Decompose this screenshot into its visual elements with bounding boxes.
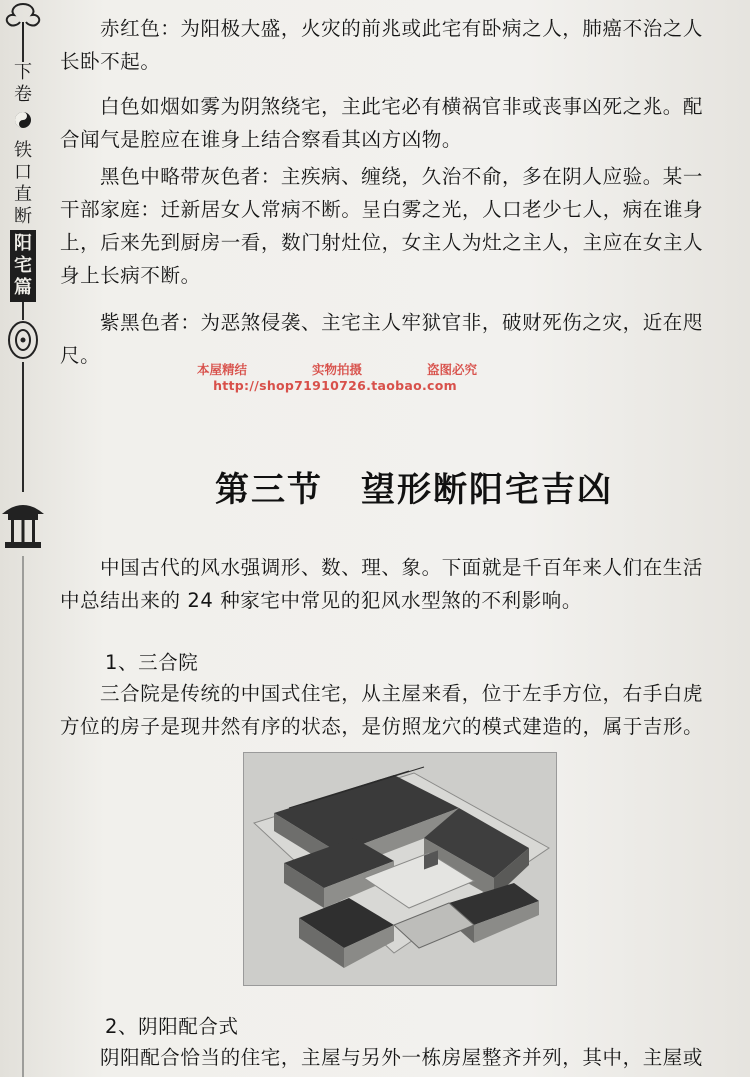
margin-chapter-box bbox=[10, 230, 36, 302]
paragraph-intro bbox=[60, 551, 750, 617]
margin-chapter-char-3: 篇 bbox=[14, 277, 32, 298]
section-heading: 望形断阳宅吉凶 bbox=[361, 470, 613, 510]
margin-chapter-char-2: 宅 bbox=[14, 255, 32, 276]
text-line: 尺。 bbox=[60, 344, 101, 367]
text-line: 合闻气是腔应在谁身上结合察看其凶方凶物。 bbox=[60, 128, 463, 151]
shop-watermark bbox=[175, 362, 495, 394]
text-line: 长卧不起。 bbox=[60, 50, 161, 73]
watermark-url: http://shop71910726.taobao.com bbox=[213, 378, 457, 393]
paragraph-sanheyuan bbox=[60, 677, 750, 743]
watermark-tag: 本屋精结 bbox=[197, 362, 248, 377]
section-title bbox=[215, 462, 613, 511]
cloud-ornament-icon bbox=[0, 0, 46, 40]
margin-series-char-3: 直 bbox=[14, 184, 32, 205]
pavilion-ornament-icon bbox=[0, 492, 46, 556]
paragraph-red-color bbox=[60, 12, 750, 78]
text-line: 中国古代的风水强调形、数、理、象。下面就是千百年来人们在生活 bbox=[100, 556, 704, 579]
courtyard-house-illustration bbox=[243, 752, 557, 986]
margin-volume-char-1: 下 bbox=[14, 62, 32, 83]
margin-series-char-1: 铁 bbox=[14, 140, 32, 161]
yin-yang-icon bbox=[13, 110, 33, 130]
text-line: 身上长病不断。 bbox=[60, 264, 201, 287]
margin-rule bbox=[22, 556, 24, 1077]
margin-series-char-2: 口 bbox=[14, 162, 32, 183]
margin-rule bbox=[22, 362, 24, 492]
heading-yinyang: 2、阴阳配合式 bbox=[105, 1015, 239, 1038]
text-line: 方位的房子是现井然有序的状态，是仿照龙穴的模式建造的，属于吉形。 bbox=[60, 715, 704, 738]
paragraph-yinyang bbox=[60, 1041, 750, 1074]
sanheyuan-house-icon bbox=[244, 753, 556, 985]
text-line: 干部家庭：迁新居女人常病不断。呈白雾之光，人口老少七人，病在谁身 bbox=[60, 198, 704, 221]
margin-rule bbox=[22, 40, 24, 62]
text-line: 阴阳配合恰当的住宅，主屋与另外一栋房屋整齐并列，其中，主屋或 bbox=[100, 1046, 704, 1069]
margin-series-char-4: 断 bbox=[14, 206, 32, 227]
paragraph-black-color bbox=[60, 160, 750, 292]
text-line: 紫黑色者：为恶煞侵袭、主宅主人牢狱官非，破财死伤之灾，近在咫 bbox=[100, 311, 704, 334]
margin-chapter-char-1: 阳 bbox=[14, 233, 32, 254]
text-line: 黑色中略带灰色者：主疾病、缠绕，久治不俞，多在阴人应验。某一 bbox=[100, 165, 704, 188]
watermark-tag: 实物拍摄 bbox=[311, 362, 362, 377]
margin-column bbox=[0, 0, 52, 1077]
heading-sanheyuan: 1、三合院 bbox=[105, 651, 199, 674]
text-line: 上，后来先到厨房一看，数门射灶位，女主人为灶之主人，主应在女主人 bbox=[60, 231, 704, 254]
watermark-tag: 盗图必究 bbox=[426, 362, 477, 377]
text-line: 白色如烟如雾为阴煞绕宅，主此宅必有横祸官非或丧事凶死之兆。配 bbox=[100, 95, 704, 118]
text-line: 三合院是传统的中国式住宅，从主屋来看，位于左手方位，右手白虎 bbox=[100, 682, 704, 705]
text-line: 赤红色：为阳极大盛，火灾的前兆或此宅有卧病之人，肺癌不治之人 bbox=[100, 17, 704, 40]
text-line: 中总结出来的 24 种家宅中常见的犯风水型煞的不利影响。 bbox=[60, 589, 583, 612]
margin-volume-char-2: 卷 bbox=[14, 84, 32, 105]
section-number: 第三节 bbox=[215, 470, 323, 510]
knot-ornament-icon bbox=[0, 318, 46, 362]
paragraph-white-color bbox=[60, 90, 750, 156]
